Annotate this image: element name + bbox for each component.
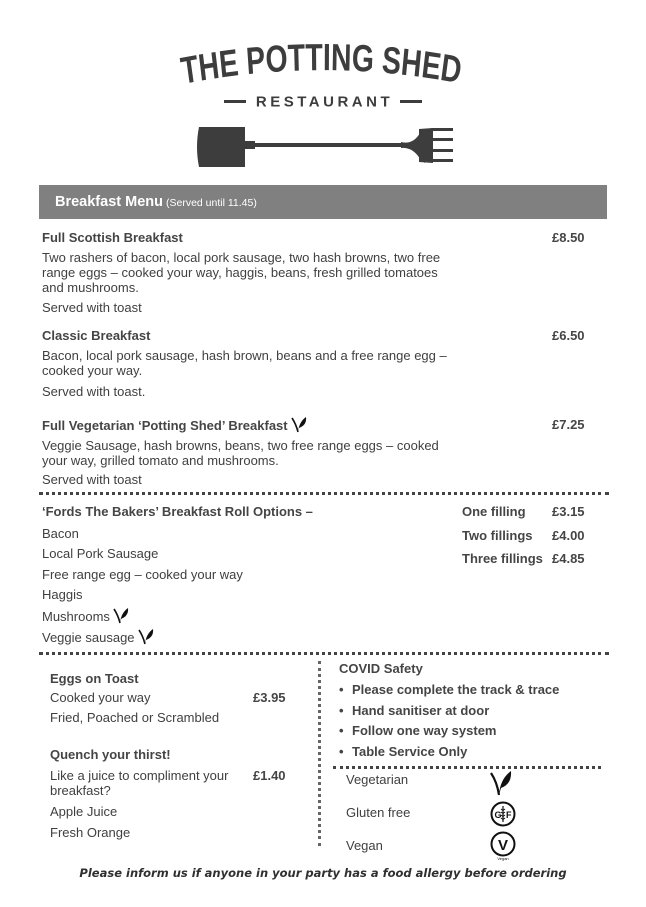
description-line: and mushrooms.	[42, 280, 139, 295]
covid-item	[339, 703, 489, 718]
vegan-icon	[490, 831, 516, 866]
roll-option-label: Mushrooms	[42, 609, 110, 624]
item-name-classic: Classic Breakfast	[42, 328, 151, 343]
svg-text:V: V	[497, 837, 509, 854]
roll-option	[42, 628, 154, 648]
logo-title	[0, 38, 646, 88]
item-price-classic: £6.50	[552, 328, 585, 343]
item-note-full-scottish: Served with toast	[42, 300, 142, 315]
logo-dash-right	[400, 100, 422, 103]
bullet-icon: •	[339, 744, 344, 759]
description-line: Bacon, local pork sausage, hash brown, beans and a free range egg –	[42, 348, 447, 363]
roll-price-label: One filling	[462, 504, 526, 519]
drinks-title: Quench your thirst!	[50, 747, 171, 762]
item-description-full-vegetarian	[42, 438, 439, 468]
item-name-full-vegetarian	[42, 416, 307, 436]
covid-item-text: Follow one way system	[352, 723, 497, 738]
drinks-price: £1.40	[253, 768, 286, 783]
logo-dash-left	[224, 100, 246, 103]
description-line: range eggs – cooked your way, haggis, beans, fresh grilled tomatoes	[42, 265, 438, 280]
description-line: Veggie Sausage, hash browns, beans, two free range eggs – cooked	[42, 438, 439, 453]
menu-title: Breakfast Menu	[55, 194, 163, 210]
roll-price-label: Two fillings	[462, 528, 533, 543]
bullet-icon: •	[339, 723, 344, 738]
logo-title-graphic	[178, 38, 468, 88]
covid-title: COVID Safety	[339, 661, 423, 676]
vegetarian-leaf-icon	[138, 628, 154, 648]
eggs-line1: Cooked your way	[50, 690, 151, 705]
description-line: Like a juice to compliment your	[50, 768, 229, 783]
item-note-full-vegetarian: Served with toast	[42, 472, 142, 487]
item-price-full-scottish: £8.50	[552, 230, 585, 245]
item-name-text: Full Vegetarian ‘Potting Shed’ Breakfast	[42, 418, 288, 433]
legend-label-gluten-free: Gluten free	[346, 805, 411, 820]
svg-text:Vegan: Vegan	[497, 856, 509, 861]
covid-item-text: Please complete the track & trace	[352, 682, 560, 697]
menu-serving-time: (Served until 11.45)	[165, 197, 257, 209]
bullet-icon: •	[339, 703, 344, 718]
covid-item	[339, 682, 559, 697]
rolls-title: ‘Fords The Bakers’ Breakfast Roll Options –	[42, 504, 313, 519]
description-line: cooked your way.	[42, 363, 143, 378]
eggs-line2: Fried, Poached or Scrambled	[50, 710, 220, 725]
legend-label-vegetarian: Vegetarian	[346, 772, 409, 787]
roll-option: Free range egg – cooked your way	[42, 567, 243, 582]
item-description-classic	[42, 348, 447, 378]
roll-option	[42, 607, 129, 627]
logo-subtitle-row	[0, 93, 646, 111]
gluten-free-icon	[490, 801, 516, 832]
item-description-full-scottish	[42, 250, 440, 295]
eggs-price: £3.95	[253, 690, 286, 705]
spade-fork-icon	[195, 125, 455, 175]
description-line: Two rashers of bacon, local pork sausage, two hash browns, two free	[42, 250, 441, 265]
section-divider	[39, 652, 609, 655]
description-line: breakfast?	[50, 783, 111, 798]
vegetarian-leaf-icon	[291, 416, 307, 436]
roll-option: Bacon	[42, 526, 79, 541]
eggs-title: Eggs on Toast	[50, 671, 139, 686]
roll-option: Local Pork Sausage	[42, 546, 159, 561]
legend-label-vegan: Vegan	[346, 838, 383, 853]
logo-subtitle: RESTAURANT	[255, 93, 394, 111]
svg-text:THE POTTING SHED: THE POTTING SHED	[178, 38, 468, 88]
roll-option-label: Veggie sausage	[42, 630, 135, 645]
item-name-full-scottish: Full Scottish Breakfast	[42, 230, 183, 245]
roll-price-label: Three fillings	[462, 551, 543, 566]
svg-text:F: F	[506, 810, 512, 820]
roll-price: £4.85	[552, 551, 585, 566]
roll-price: £3.15	[552, 504, 585, 519]
svg-text:G: G	[494, 810, 502, 820]
menu-header-bar	[39, 185, 607, 219]
section-divider	[39, 492, 609, 495]
roll-price: £4.00	[552, 528, 585, 543]
covid-item	[339, 723, 497, 738]
item-note-classic: Served with toast.	[42, 384, 146, 399]
bullet-icon: •	[339, 682, 344, 697]
covid-item-text: Hand sanitiser at door	[352, 703, 490, 718]
description-line: your way, grilled tomato and mushrooms.	[42, 453, 279, 468]
vegetarian-leaf-icon	[113, 607, 129, 627]
item-price-full-vegetarian: £7.25	[552, 417, 585, 432]
drink-option: Fresh Orange	[50, 825, 131, 840]
vegetarian-leaf-icon	[490, 770, 512, 801]
drink-option: Apple Juice	[50, 804, 118, 819]
legend-divider	[333, 766, 601, 769]
roll-option: Haggis	[42, 587, 83, 602]
covid-item-text: Table Service Only	[352, 744, 468, 759]
covid-item	[339, 744, 467, 759]
allergy-notice: Please inform us if anyone in your party has a food allergy before ordering	[79, 866, 567, 880]
drinks-description	[50, 768, 228, 798]
column-divider	[318, 661, 321, 846]
